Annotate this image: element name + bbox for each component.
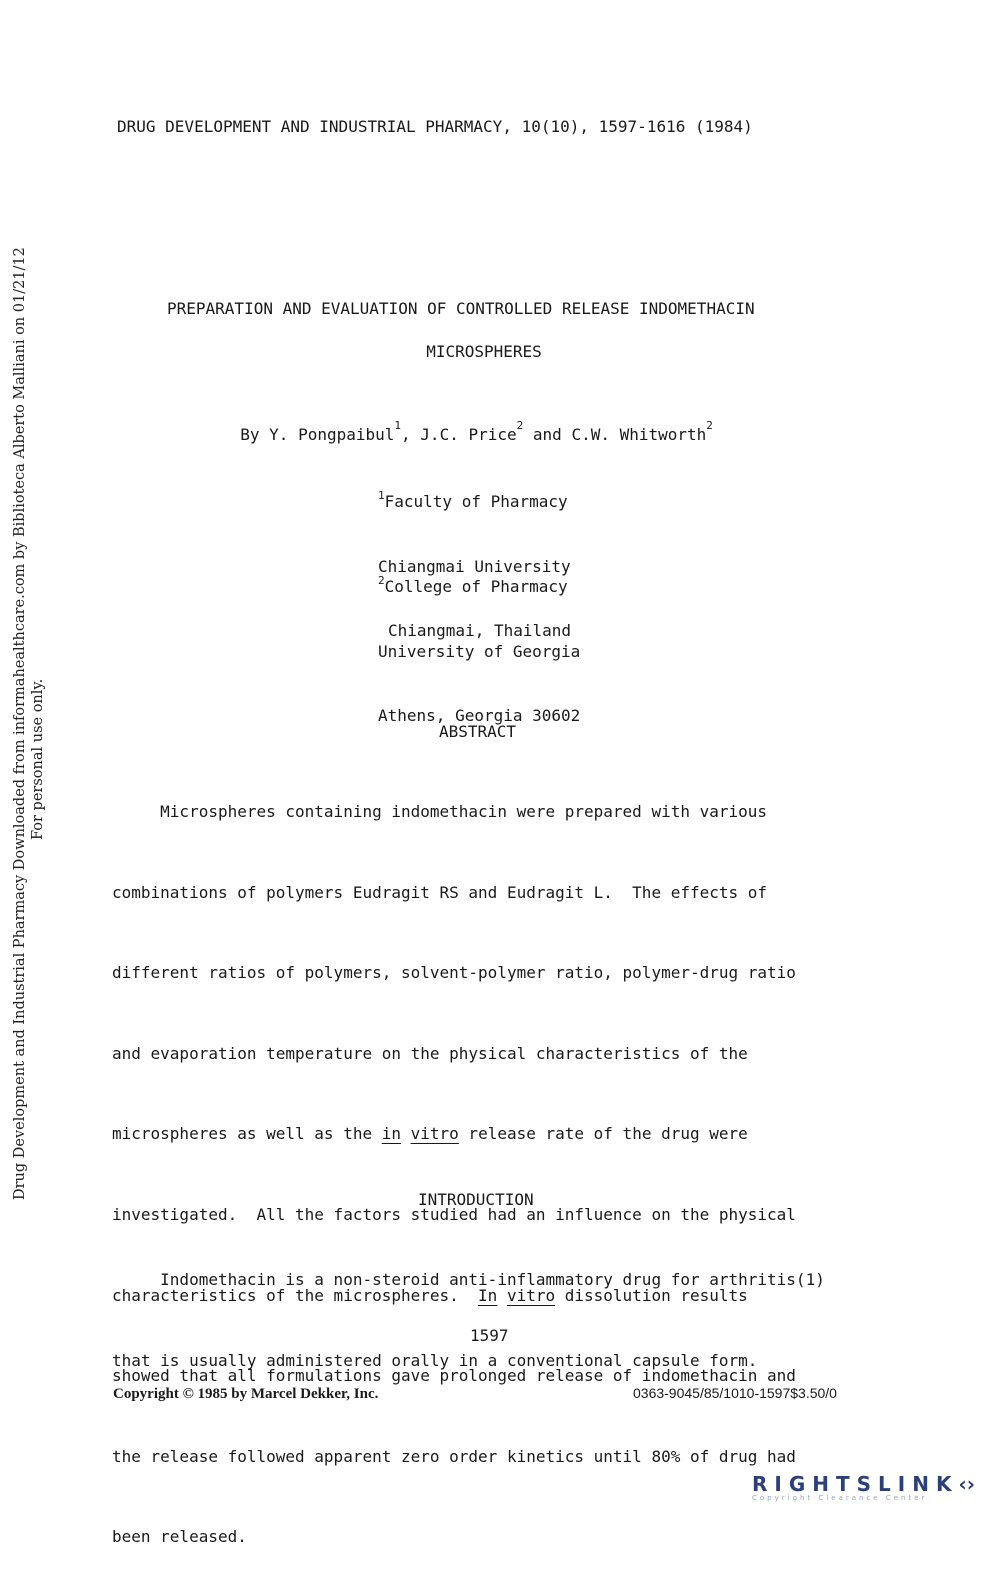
abstract-line: showed that all formulations gave prolonged release of indomethacin and bbox=[112, 1366, 796, 1386]
introduction-body bbox=[112, 1221, 872, 1401]
abstract-line bbox=[112, 1113, 872, 1156]
authors-prefix: By bbox=[240, 425, 260, 444]
abstract-line: investigated. All the factors studied had an influence on the physical bbox=[112, 1204, 796, 1224]
author-3-sup: 2 bbox=[706, 419, 713, 432]
affiliation-2-line1: College of Pharmacy bbox=[384, 577, 568, 596]
author-3: C.W. Whitworth bbox=[571, 425, 707, 444]
copyright-notice: Copyright © 1985 by Marcel Dekker, Inc. bbox=[113, 1386, 379, 1402]
rightslink-arrow-icon: ‹› bbox=[958, 1472, 975, 1496]
rightslink-wordmark bbox=[752, 1472, 984, 1496]
abstract-heading: ABSTRACT bbox=[439, 722, 517, 741]
abstract-line: the release followed apparent zero order kinetics until 80% of drug had bbox=[112, 1446, 796, 1466]
paper-title-line1: PREPARATION AND EVALUATION OF CONTROLLED RELEASE INDOMETHACIN bbox=[167, 299, 755, 318]
affiliation-1-line2: Chiangmai University bbox=[378, 556, 571, 576]
abstract-line-part: release rate of the drug were bbox=[458, 1124, 748, 1144]
abstract-line: Microspheres containing indomethacin were prepared with various bbox=[112, 802, 768, 821]
introduction-line: Indomethacin is a non-steroid anti-inflammatory drug for arthritis(1) bbox=[112, 1270, 825, 1289]
affiliation-2 bbox=[378, 533, 580, 748]
abstract-line-part: dissolution results bbox=[555, 1285, 748, 1305]
affiliation-2-line3: Athens, Georgia 30602 bbox=[378, 706, 581, 725]
affiliation-1-sup: 1 bbox=[378, 489, 385, 502]
abstract-body bbox=[112, 753, 872, 1578]
rightslink-logo[interactable] bbox=[752, 1472, 984, 1512]
author-2-sup: 2 bbox=[516, 419, 524, 432]
paper-title-line2: MICROSPHERES bbox=[426, 342, 542, 361]
page-number: 1597 bbox=[470, 1326, 509, 1345]
author-line: By Y. Pongpaibul$^1$, J.C. Price$^2$ and C.W. Whitworth$^2$ bbox=[240, 419, 713, 444]
introduction-heading: INTRODUCTION bbox=[418, 1190, 534, 1209]
introduction-line: that is usually administered orally in a conventional capsule form. bbox=[112, 1350, 758, 1370]
in-vitro-vitro: vitro bbox=[506, 1285, 556, 1305]
affiliation-1-line3: Chiangmai, Thailand bbox=[388, 621, 572, 640]
article-code: 0363-9045/85/1010-1597$3.50/0 bbox=[633, 1385, 837, 1401]
author-1-sup: 1 bbox=[394, 419, 402, 432]
abstract-line-part: characteristics of the microspheres. bbox=[112, 1285, 479, 1305]
side-download-notice-2 bbox=[30, 679, 46, 840]
rightslink-tagline: Copyright Clearance Center bbox=[752, 1494, 928, 1502]
rightslink-logo-text: RIGHTSLINK bbox=[752, 1472, 959, 1496]
in-vitro-In: In bbox=[478, 1285, 498, 1305]
affiliation-1-line1: Faculty of Pharmacy bbox=[384, 492, 568, 511]
abstract-line-part: microspheres as well as the bbox=[112, 1124, 382, 1144]
author-2: J.C. Price bbox=[420, 425, 517, 444]
vitro-italic: vitro bbox=[410, 1124, 459, 1144]
journal-header: DRUG DEVELOPMENT AND INDUSTRIAL PHARMACY, 10(10), 1597-1616 (1984) bbox=[117, 117, 753, 136]
abstract-line: been released. bbox=[112, 1527, 247, 1547]
author-1: Y. Pongpaibul bbox=[269, 425, 395, 444]
abstract-line: and evaporation temperature on the physical characteristics of the bbox=[112, 1043, 748, 1063]
side-notice-line1: Drug Development and Industrial Pharmacy Downloaded from informahealthcare.com by Biblioteca Alberto Malliani on 01/21/12 bbox=[12, 247, 28, 1200]
side-download-notice bbox=[12, 247, 28, 1200]
affiliation-2-sup: 2 bbox=[378, 574, 385, 587]
in-italic: in bbox=[381, 1124, 401, 1144]
abstract-line: different ratios of polymers, solvent-polymer ratio, polymer-drug ratio bbox=[112, 963, 796, 983]
side-notice-line2: For personal use only. bbox=[30, 678, 46, 840]
abstract-line: combinations of polymers Eudragit RS and Eudragit L. The effects of bbox=[112, 882, 768, 902]
affiliation-2-line2: University of Georgia bbox=[378, 641, 581, 661]
authors-and: and bbox=[532, 425, 562, 444]
